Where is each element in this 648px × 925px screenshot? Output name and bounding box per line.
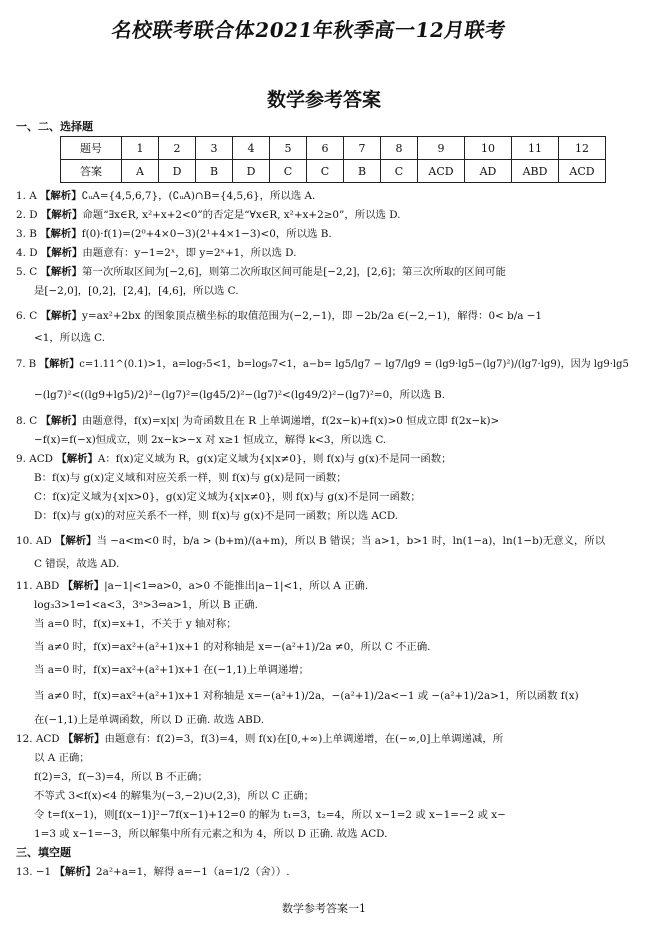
answer-line: 7. B 【解析】c=1.11^(0.1)>1，a=log₇5<1，b=log₉7<1，a−b= lg5/lg7 − lg7/lg9 = (lg9·lg5−(lg7)²)/(lg7·lg9)，因为 lg9·lg5 [16,359,629,370]
table-cell: C [307,160,344,183]
table-cell: C [381,160,418,183]
answer-line: 当 a=0 时，f(x)=ax²+(a²+1)x+1 在(−1,1)上单调递增； [34,664,310,676]
answer-line: 4. D 【解析】由题意有：y−1=2ˣ，即 y=2ˣ+1，所以选 D. [16,247,297,259]
exam-title: 名校联考联合体2021年秋季高一12月联考 [110,18,508,42]
answer-line: 当 a≠0 时，f(x)=ax²+(a²+1)x+1 对称轴是 x=−(a²+1)/2a，−(a²+1)/2a<−1 或 −(a²+1)/2a>1，所以函数 f(x) [34,690,579,702]
answer-line: 2. D 【解析】命题“∃x∈R, x²+x+2<0”的否定是“∀x∈R, x²+x+2≥0”，所以选 D. [16,209,401,221]
table-cell: 2 [159,137,196,160]
table-cell: 10 [465,137,512,160]
answer-line: 8. C 【解析】由题意得，f(x)=x|x| 为奇函数且在 R 上单调递增，f(2x−k)+f(x)>0 恒成立即 f(2x−k)> [16,415,500,427]
table-cell: ABD [512,160,559,183]
table-cell: 1 [122,137,159,160]
table-cell: 11 [512,137,559,160]
answer-line: 11. ABD 【解析】|a−1|<1⇒a>0，a>0 不能推出|a−1|<1，所以 A 正确. [16,580,369,592]
table-cell: AD [465,160,512,183]
answer-line: 在(−1,1)上是单调函数，所以 D 正确. 故选 ABD. [34,714,265,726]
answer-line: 以 A 正确； [34,752,90,764]
section-choice-heading: 一、二、选择题 [16,120,93,133]
answer-line: 9. ACD 【解析】A：f(x)定义域为 R，g(x)定义域为{x|x≠0}，则 f(x)与 g(x)不是同一函数； [16,453,452,465]
table-cell: B [344,160,381,183]
table-cell: D [159,160,196,183]
table-row-numbers [61,137,606,160]
table-cell: 9 [418,137,465,160]
answer-line: B：f(x)与 g(x)定义域和对应关系一样，则 f(x)与 g(x)是同一函数； [34,472,347,484]
answer-line: C 错误，故选 AD. [34,558,120,570]
table-header-cell: 题号 [61,137,122,160]
answer-line: 令 t=f(x−1)，则[f(x−1)]²−7f(x−1)+12=0 的解为 t₁=3，t₂=4，所以 x−1=2 或 x−1=−2 或 x− [34,809,506,821]
table-cell: D [233,160,270,183]
table-cell: ACD [418,160,465,183]
table-cell: 4 [233,137,270,160]
answer-line: 10. AD 【解析】当 −a<m<0 时，b/a > (b+m)/(a+m)，所以 B 错误；当 a>1，b>1 时，ln(1−a)，ln(1−b)无意义，所以 [16,535,606,547]
answer-line: <1，所以选 C. [34,332,106,344]
table-header-cell: 答案 [61,160,122,183]
answer-line: 6. C 【解析】y=ax²+2bx 的图象顶点横坐标的取值范围为(−2,−1)，即 −2b/2a ∈(−2,−1)，解得：0< b/a −1 [16,310,543,322]
table-row-answers [61,160,606,183]
table-cell: 3 [196,137,233,160]
section-fill-heading: 三、填空题 [16,846,71,859]
answer-line: −(lg7)²<((lg9+lg5)/2)²−(lg7)²=(lg45/2)²−(lg7)²<(lg49/2)²−(lg7)²=0，所以选 B. [34,389,446,401]
answer-table [60,136,606,183]
answer-line: −f(x)=f(−x)恒成立，则 2x−k>−x 对 x≥1 恒成立，解得 k<3，所以选 C. [34,434,387,446]
answer-line: 1. A 【解析】∁ᵤA={4,5,6,7}，(∁ᵤA)∩B={4,5,6}，所以选 A. [16,190,316,202]
table-cell: A [122,160,159,183]
answer-line: 当 a≠0 时，f(x)=ax²+(a²+1)x+1 的对称轴是 x=−(a²+1)/2a ≠0，所以 C 不正确. [34,641,431,653]
table-cell: C [270,160,307,183]
answer-line: C：f(x)定义域为{x|x>0}，g(x)定义域为{x|x≠0}，则 f(x)与 g(x)不是同一函数； [34,491,421,503]
table-cell: ACD [559,160,606,183]
answer-line: 当 a=0 时，f(x)=x+1，不关于 y 轴对称； [34,618,237,630]
answer-line: 12. ACD 【解析】由题意有：f(2)=3，f(3)=4，则 f(x)在[0,+∞)上单调递增，在(−∞,0]上单调递减，所 [16,733,504,745]
table-cell: 7 [344,137,381,160]
answer-line: 3. B 【解析】f(0)·f(1)=(2⁰+4×0−3)(2¹+4×1−3)<0，所以选 B. [16,228,332,240]
table-cell: B [196,160,233,183]
doc-title: 数学参考答案 [266,89,381,111]
table-cell: 12 [559,137,606,160]
page-footer: 数学参考答案一1 [282,902,366,915]
answer-line: D：f(x)与 g(x)的对应关系不一样，则 f(x)与 g(x)不是同一函数；所以选 ACD. [34,510,399,522]
answer-line: 不等式 3<f(x)<4 的解集为(−3,−2)∪(2,3)，所以 C 正确； [34,790,315,802]
table-cell: 6 [307,137,344,160]
answer-line: 13. −1 【解析】2a²+a=1，解得 a=−1（a=1/2（舍））. [16,866,290,878]
table-cell: 5 [270,137,307,160]
answer-line: log₃3>1⇔1<a<3，3ᵃ>3⇔a>1，所以 B 正确. [34,599,258,611]
answer-line: 5. C 【解析】第一次所取区间为[−2,6]，则第二次所取区间可能是[−2,2]，[2,6]；第三次所取的区间可能 [16,266,506,278]
answer-line: 1=3 或 x−1=−3，所以解集中所有元素之和为 4，所以 D 正确. 故选 ACD. [34,828,388,840]
answer-line: 是[−2,0]，[0,2]，[2,4]，[4,6]，所以选 C. [34,285,239,297]
table-cell: 8 [381,137,418,160]
answer-line: f(2)=3，f(−3)=4，所以 B 不正确； [34,771,208,783]
